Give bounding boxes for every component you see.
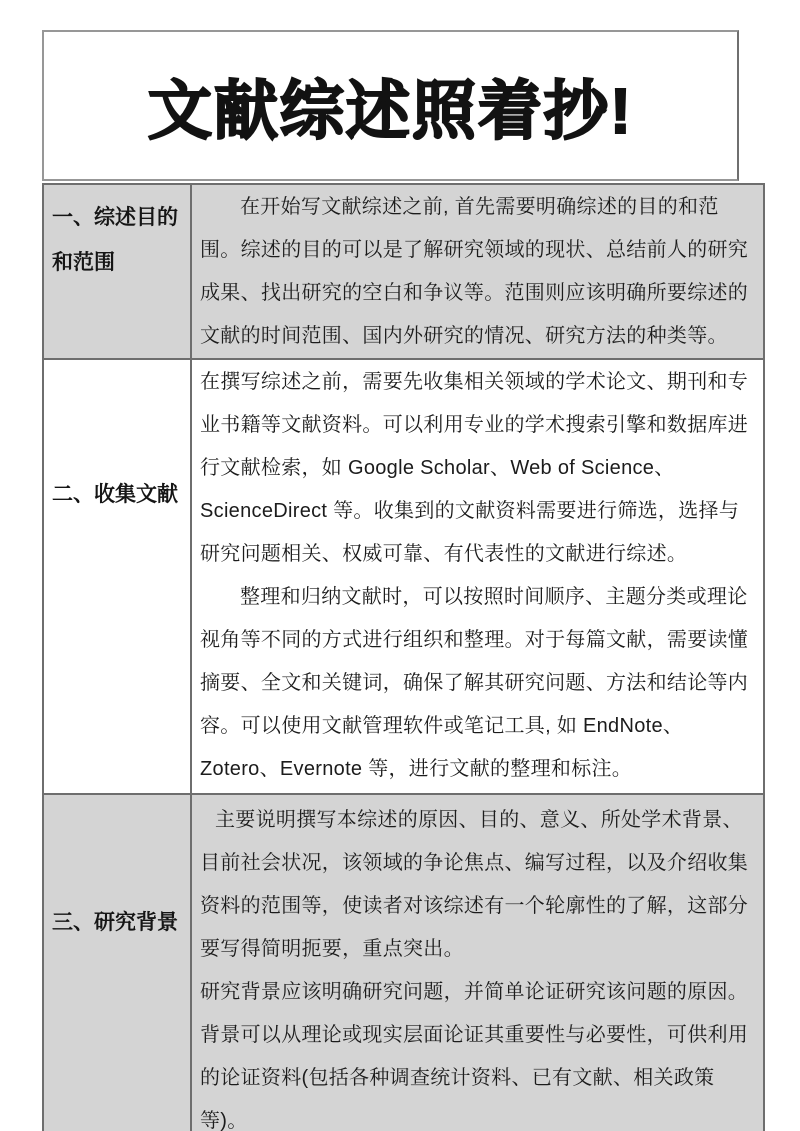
table-row-purpose-scope — [43, 184, 764, 359]
paragraph: 在开始写文献综述之前, 首先需要明确综述的目的和范围。综述的目的可以是了解研究领域的现状、总结前人的研究成果、找出研究的空白和争议等。范围则应该明确所要综述的文献的时间范围、国内外研究的情况、研究方法的种类等。 — [200, 196, 749, 347]
document-title-box — [42, 30, 739, 181]
row-header-collect-literature: 二、收集文献 — [43, 359, 191, 794]
row-content-purpose-scope — [191, 184, 764, 359]
literature-review-table — [42, 183, 765, 1131]
paragraph: 主要说明撰写本综述的原因、目的、意义、所处学术背景、目前社会状况，该领域的争论焦点、编写过程，以及介绍收集资料的范围等，使读者对该综述有一个轮廓性的了解，这部分要写得简明扼要，重点突出。 — [200, 809, 749, 960]
table-row-collect-literature — [43, 359, 764, 794]
row-header-research-background: 三、研究背景 — [43, 794, 191, 1131]
document-title: 文献综述照着抄! — [147, 74, 634, 147]
row-header-purpose-scope: 一、综述目的和范围 — [43, 184, 191, 359]
row-content-collect-literature — [191, 359, 764, 794]
paragraph: 研究背景应该明确研究问题，并简单论证研究该问题的原因。背景可以从理论或现实层面论证其重要性与必要性，可供利用的论证资料(包括各种调查统计资料、已有文献、相关政策等)。 — [200, 981, 749, 1131]
row-content-research-background — [191, 794, 764, 1131]
paragraph: 在撰写综述之前，需要先收集相关领域的学术论文、期刊和专业书籍等文献资料。可以利用专业的学术搜索引擎和数据库进行文献检索，如 Google Scholar、Web of Science、ScienceDirect 等。收集到的文献资料需要进行筛选，选择与研究问题相关、权威可靠、有代表性的文献进行综述。 — [200, 371, 749, 565]
paragraph: 整理和归纳文献时，可以按照时间顺序、主题分类或理论视角等不同的方式进行组织和整理。对于每篇文献，需要读懂摘要、全文和关键词，确保了解其研究问题、方法和结论等内容。可以使用文献管理软件或笔记工具, 如 EndNote、Zotero、Evernote 等，进行文献的整理和标注。 — [200, 586, 749, 780]
table-row-research-background — [43, 794, 764, 1131]
